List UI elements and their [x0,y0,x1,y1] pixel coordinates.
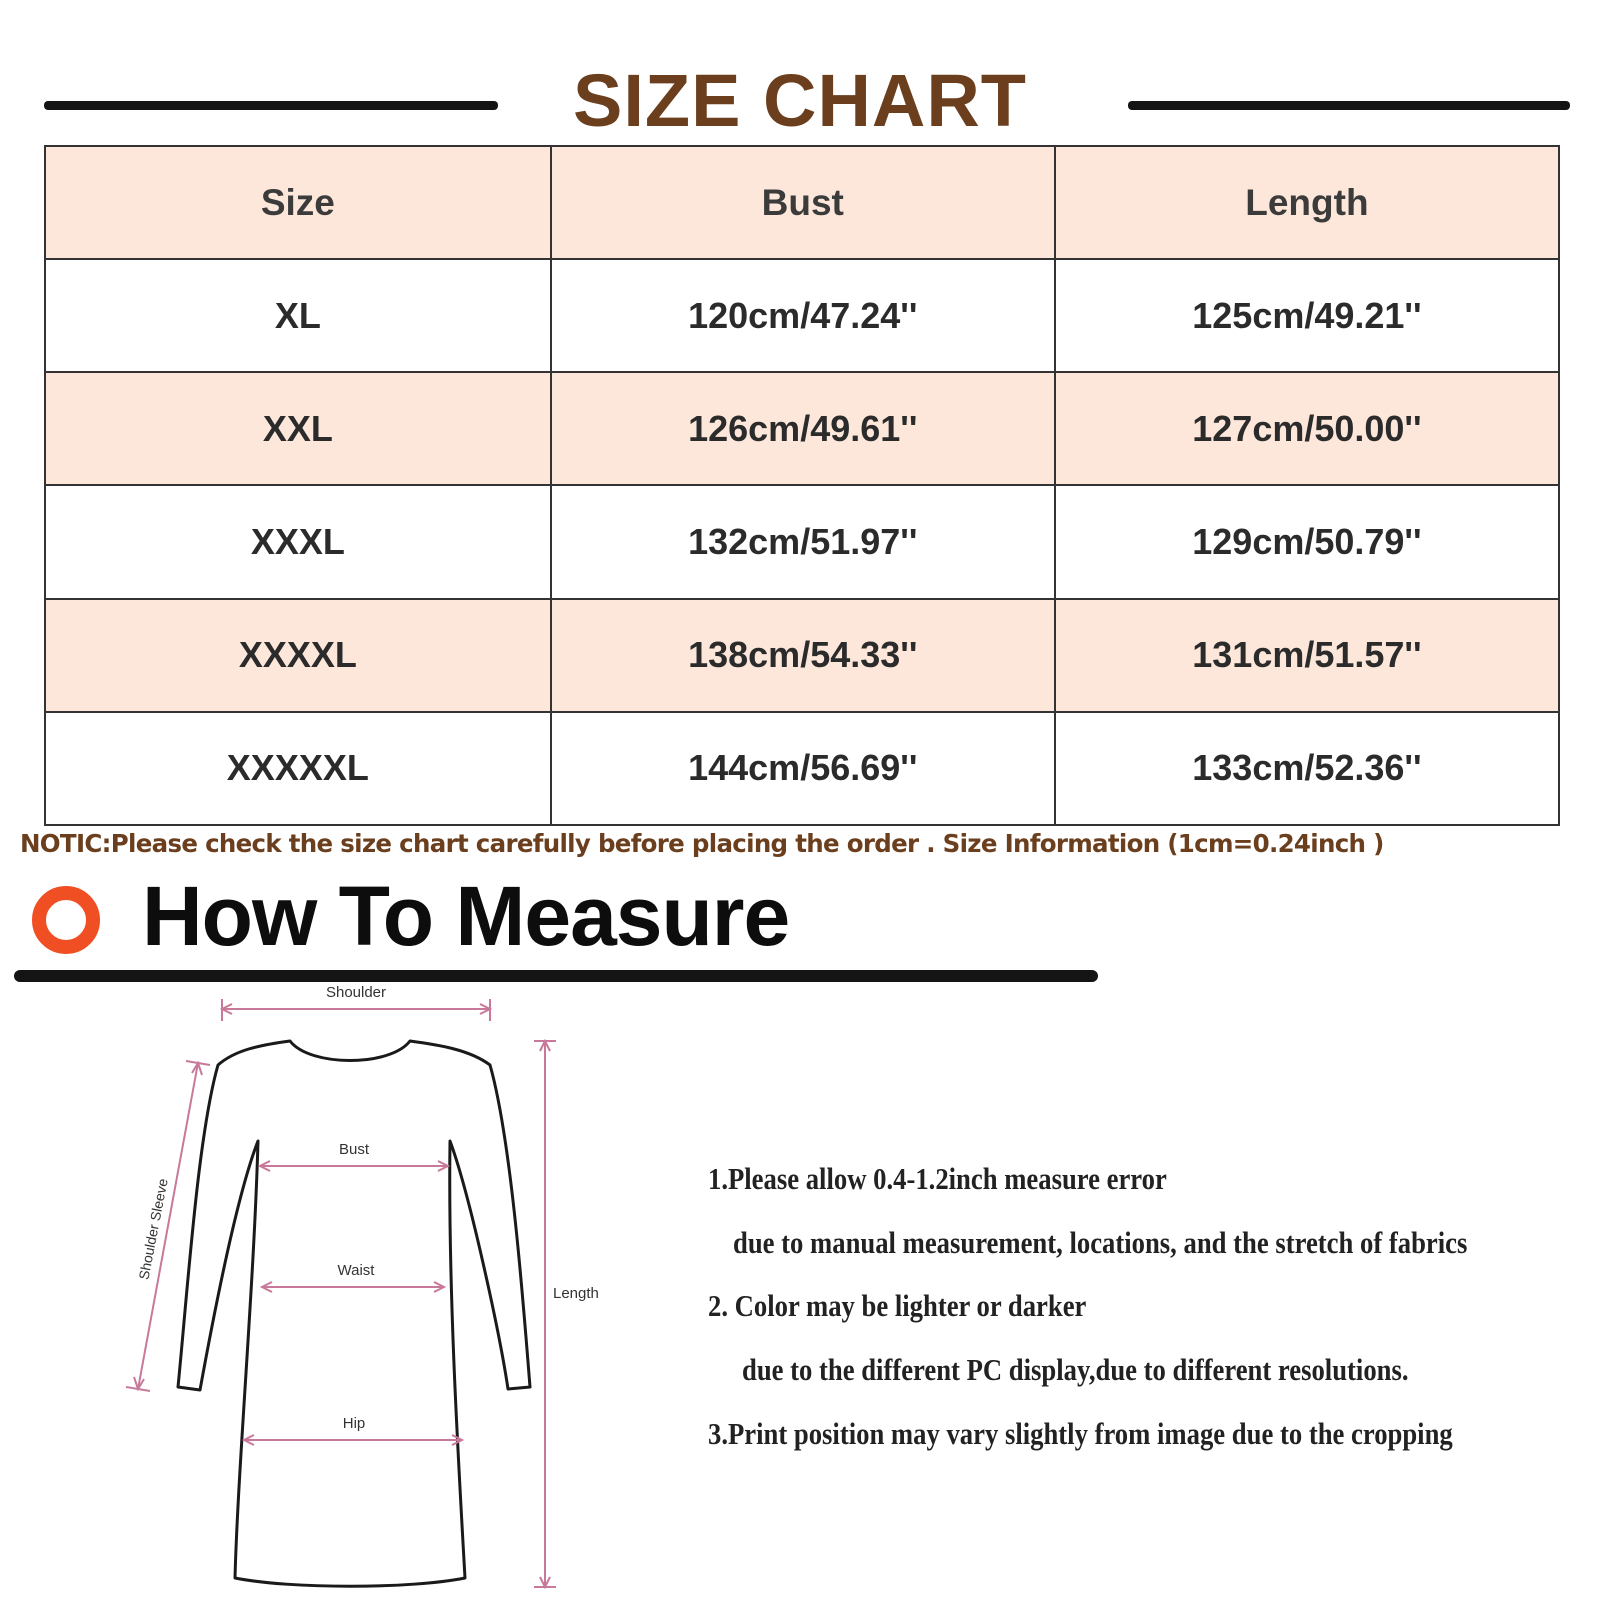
label-hip: Hip [342,1415,366,1432]
bust-cell: 138cm/54.33'' [551,599,1055,712]
size-chart-title: SIZE CHART [573,59,1027,142]
label-length: Length [553,1285,599,1302]
measure-rule [14,970,1098,982]
label-bust: Bust [338,1141,370,1158]
measure-note-3: 3.Print position may vary slightly from image due to the cropping [708,1416,1453,1451]
bust-cell: 132cm/51.97'' [551,485,1055,598]
dress-measure-diagram [110,985,630,1595]
table-row [45,259,1559,372]
bust-cell: 126cm/49.61'' [551,372,1055,485]
length-cell: 133cm/52.36'' [1055,712,1559,825]
measure-note-1-detail: due to manual measurement, locations, and the stretch of fabrics [733,1225,1468,1260]
table-row [45,372,1559,485]
label-shoulder-sleeve: Shoulder Sleeve [135,1177,171,1282]
label-shoulder: Shoulder [325,985,387,1001]
length-cell: 125cm/49.21'' [1055,259,1559,372]
size-cell: XXXXL [45,599,551,712]
measure-note-1: 1.Please allow 0.4-1.2inch measure error [708,1161,1167,1196]
bust-cell: 120cm/47.24'' [551,259,1055,372]
table-row [45,712,1559,825]
how-to-measure-title: How To Measure [142,869,790,963]
size-table [44,145,1560,826]
size-cell: XXXL [45,485,551,598]
header-size: Size [45,146,551,259]
dress-outline [178,1041,530,1586]
measure-note-2-detail: due to the different PC display,due to different resolutions. [742,1352,1409,1387]
header-bust: Bust [551,146,1055,259]
measure-note-2: 2. Color may be lighter or darker [708,1288,1087,1323]
bust-cell: 144cm/56.69'' [551,712,1055,825]
size-cell: XXL [45,372,551,485]
size-cell: XL [45,259,551,372]
table-row [45,599,1559,712]
table-row [45,485,1559,598]
table-header-row [45,146,1559,259]
label-waist: Waist [337,1262,375,1279]
title-rule-right [1128,101,1570,110]
length-cell: 129cm/50.79'' [1055,485,1559,598]
size-cell: XXXXXL [45,712,551,825]
ring-bullet-icon [32,886,100,954]
header-length: Length [1055,146,1559,259]
size-notice: NOTIC:Please check the size chart carefully before placing the order . Size Information (1cm=0.24inch ) [20,829,1384,858]
length-cell: 131cm/51.57'' [1055,599,1559,712]
length-cell: 127cm/50.00'' [1055,372,1559,485]
